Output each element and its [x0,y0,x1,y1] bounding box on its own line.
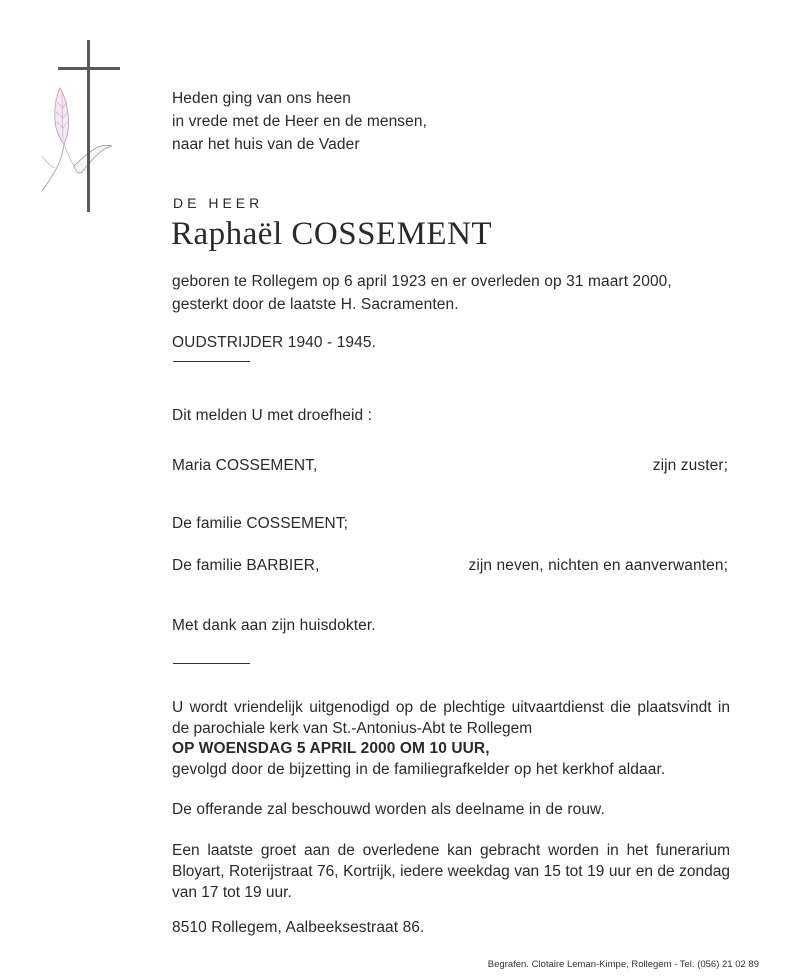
relative-name-3: De familie BARBIER, [172,557,320,574]
relative-relation-1: zijn zuster; [652,457,728,474]
intro-line-3: naar het huis van de Vader [172,136,360,153]
service-datetime: OP WOENSDAG 5 APRIL 2000 OM 10 UUR, [172,740,490,757]
divider-2 [173,663,250,664]
relative-name-2: De familie COSSEMENT; [172,515,349,532]
printer-credit: Begrafen. Clotaire Leman-Kimpe, Rollegem - Tel. (056) 21 02 89 [487,959,759,970]
intro-line-2: in vrede met de Heer en de mensen, [172,113,427,130]
life-line-2: gesterkt door de laatste H. Sacramenten. [172,296,459,313]
visitation-text: Een laatste groet aan de overledene kan gebracht worden in het funerarium Bloyart, Roterijstraat 76, Kortrijk, iedere weekdag van 15 tot 19 uur en de zondag van 17 tot 19 uur. [172,842,730,901]
life-line-1: geboren te Rollegem op 6 april 1923 en er overleden op 31 maart 2000, [172,273,672,290]
deceased-first-name: Raphaël [171,216,283,252]
cross-wheat-icon [34,36,129,216]
deceased-last-name: COSSEMENT [291,216,493,252]
intro-line-1: Heden ging van ons heen [172,90,351,107]
veteran-line: OUDSTRIJDER 1940 - 1945. [172,334,376,351]
deceased-name [171,214,492,254]
relative-relation-3: zijn neven, nichten en aanverwanten; [468,557,728,574]
thanks-line: Met dank aan zijn huisdokter. [172,617,376,634]
deceased-title: DE HEER [173,195,264,211]
announcement-lead: Dit melden U met droefheid : [172,407,373,424]
divider-1 [173,361,250,362]
service-burial: gevolgd door de bijzetting in de familiegrafkelder op het kerkhof aldaar. [172,761,666,778]
wheat-icon [42,88,112,191]
address-line: 8510 Rollegem, Aalbeeksestraat 86. [172,919,425,936]
service-invitation: U wordt vriendelijk uitgenodigd op de plechtige uitvaartdienst die plaatsvindt in de parochiale kerk van St.-Antonius-Abt te Rollegem [172,699,730,737]
relative-name-1: Maria COSSEMENT, [172,457,318,474]
offering-line: De offerande zal beschouwd worden als deelname in de rouw. [172,801,605,818]
